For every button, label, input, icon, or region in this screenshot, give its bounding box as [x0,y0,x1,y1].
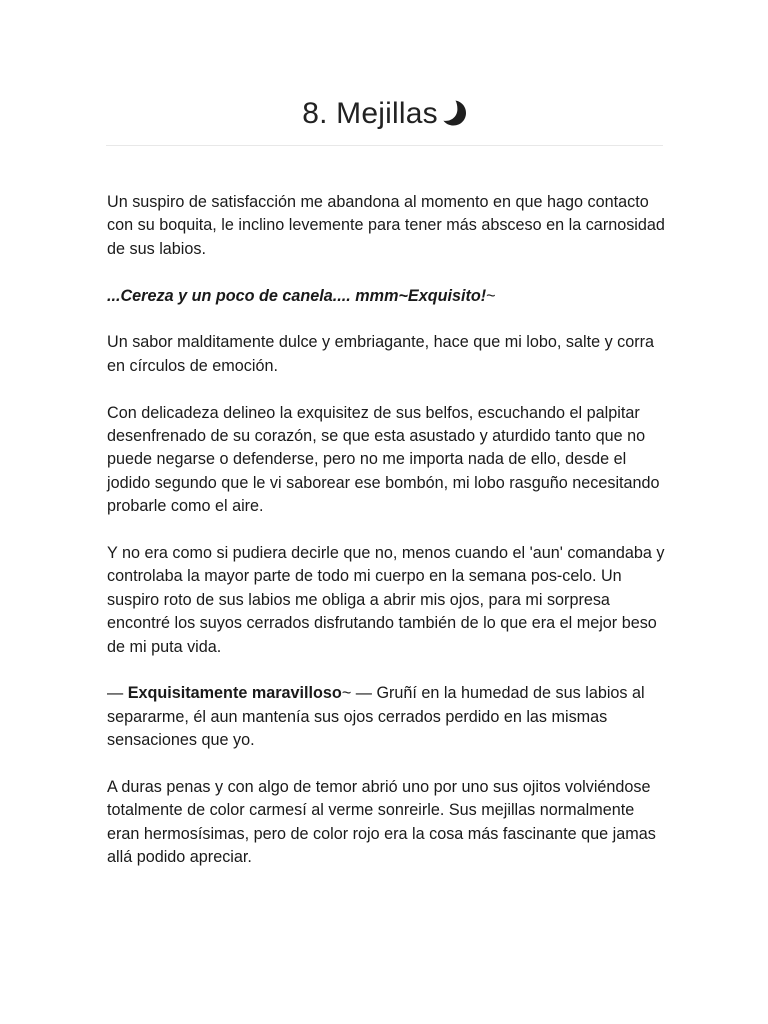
dialogue-bold-text: Exquisitamente maravilloso [127,684,342,703]
title-divider [106,145,663,146]
paragraph-4: Con delicadeza delineo la exquisitez de sus belfos, escuchando el palpitar desenfrenado de su corazón, se que esta asustado y aturdido tanto que no puede negarse o defenderse, pero no me importa nada de ello, desde el jodido segundo que le vi saborear ese bombón, mi lobo rasguño necesitando probarle como el aire. [107,403,660,516]
paragraph-6 [107,682,667,752]
chapter-header [106,92,663,136]
crescent-moon-icon [441,99,467,127]
emphasis-tail: ~ [486,286,496,305]
chapter-title [106,92,663,136]
paragraph-5: Y no era como si pudiera decirle que no, menos cuando el 'aun' comandaba y controlaba la mayor parte de todo mi cuerpo en la semana pos-celo. Un suspiro roto de sus labios me obliga a abrir mis ojos, para mi sorpresa encontré los suyos cerrados disfrutando también de lo que era el mejor beso de mi puta vida. [107,544,665,656]
paragraph-2 [107,285,667,308]
paragraph-1: Un suspiro de satisfacción me abandona al momento en que hago contacto con su boquita, le inclino levemente para tener más absceso en la carnosidad de sus labios. [107,193,665,258]
paragraph-3: Un sabor malditamente dulce y embriagante, hace que mi lobo, salte y corra en círculos de emoción. [107,333,655,375]
dialogue-rest: ~ — Gruñí en la humedad de sus labios al separarme, él aun mantenía sus ojos cerrados perdido en las mismas sensaciones que yo. [107,684,645,750]
dialogue-dash: — [107,684,128,703]
paragraph-7: A duras penas y con algo de temor abrió uno por uno sus ojitos volviéndose totalmente de color carmesí al verme sonreirle. Sus mejillas normalmente eran hermosísimas, pero de color rojo era la cosa más fascinante que jamas allá podido apreciar. [107,778,656,867]
emphasis-text: ...Cereza y un poco de canela.... mmm~Exquisito! [107,286,487,305]
chapter-body [107,191,667,893]
chapter-title-text: 8. Mejillas [302,97,438,130]
